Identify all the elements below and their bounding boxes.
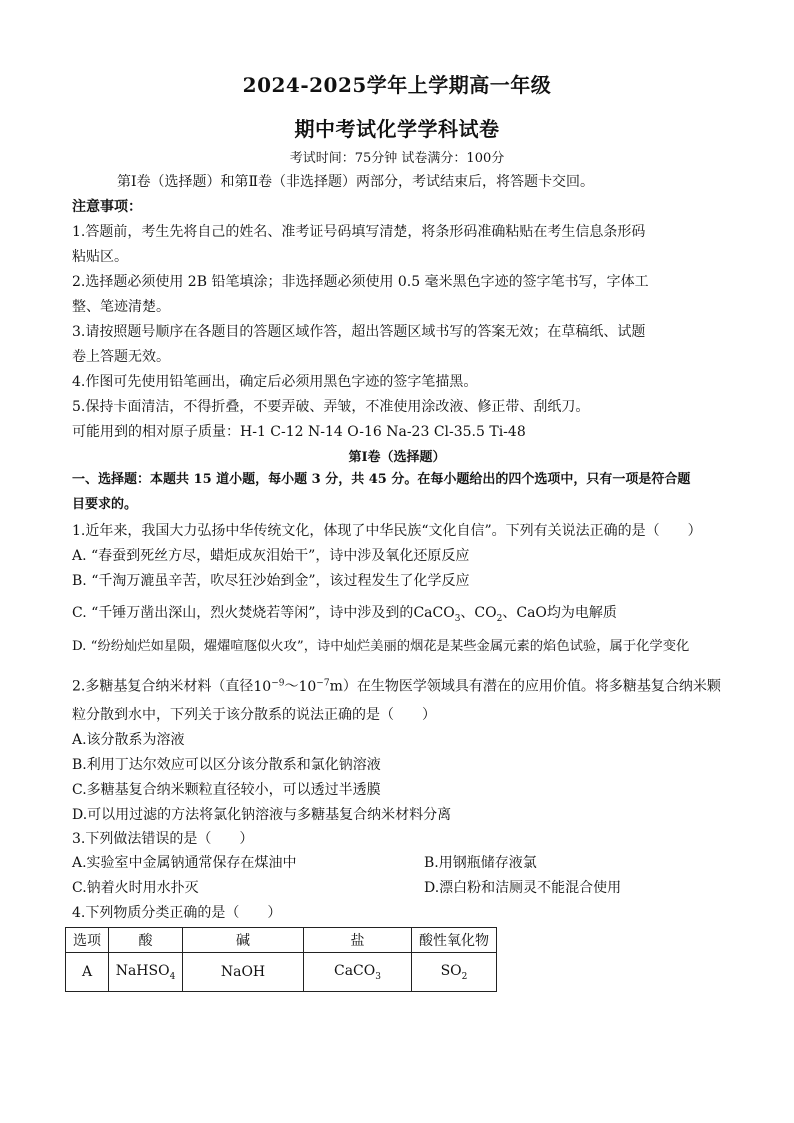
exponent-10-9: $10^{-9}$ xyxy=(253,678,285,695)
atomic-masses: 可能用到的相对原子质量：H-1 C-12 N-14 O-16 Na-23 Cl-35.5 Ti-48 xyxy=(72,424,526,440)
header-acid: 酸 xyxy=(109,928,183,953)
formula-caco3: CaCO$_3$ xyxy=(413,605,461,624)
exponent-10-7: $10^{-7}$ xyxy=(298,678,330,695)
exam-title-line2: 期中考试化学学科试卷 xyxy=(294,117,500,141)
q1-option-c: C. “千锤万凿出深山，烈火焚烧若等闲”，诗中涉及到的CaCO$_3$、$CO_2$、CaO均为电解质 xyxy=(72,605,617,624)
exam-intro: 第Ⅰ卷（选择题）和第Ⅱ卷（非选择题）两部分，考试结束后，将答题卡交回。 xyxy=(117,174,595,190)
q3-option-c: C.钠着火时用水扑灭 xyxy=(72,880,199,896)
q2-stem-cont: 粒分散到水中，下列关于该分散系的说法正确的是（ ） xyxy=(72,707,436,723)
section1-instructions-cont: 目要求的。 xyxy=(72,497,138,512)
q1-option-b: B. “千淘万漉虽辛苦，吹尽狂沙始到金”，该过程发生了化学反应 xyxy=(72,573,470,589)
section1-instructions: 一、选择题：本题共 15 道小题，每小题 3 分，共 45 分。在每小题给出的四个选项中，只有一项是符合题 xyxy=(72,472,691,487)
q1-stem: 1.近年来，我国大力弘扬中华传统文化，体现了中华民族“文化自信”。下列有关说法正确的是（ ） xyxy=(72,523,702,539)
note-2-cont: 整、笔迹清楚。 xyxy=(72,299,170,315)
table-row xyxy=(66,953,497,992)
notes-heading: 注意事项： xyxy=(72,199,142,215)
header-acidic-oxide: 酸性氧化物 xyxy=(412,928,497,953)
table-header-row xyxy=(66,928,497,953)
q3-option-a: A.实验室中金属钠通常保存在煤油中 xyxy=(72,855,297,871)
note-2: 2.选择题必须使用 2B 铅笔填涂；非选择题必须使用 0.5 毫米黑色字迹的签字笔书写，字体工 xyxy=(72,274,649,290)
q3-options-row2 xyxy=(72,878,734,898)
q3-options-row1 xyxy=(72,853,734,873)
q3-stem: 3.下列做法错误的是（ ） xyxy=(72,831,254,847)
q1-option-a: A. “春蚕到死丝方尽，蜡炬成灰泪始干”，诗中涉及氧化还原反应 xyxy=(72,548,470,564)
q3-option-d: D.漂白粉和洁厕灵不能混合使用 xyxy=(424,880,622,896)
q2-option-c: C.多糖基复合纳米颗粒直径较小，可以透过半透膜 xyxy=(72,782,381,798)
cell-base: NaOH xyxy=(183,953,304,992)
note-3: 3.请按照题号顺序在各题目的答题区域作答，超出答题区域书写的答案无效；在草稿纸、试题 xyxy=(72,324,646,340)
cell-salt: CaCO$_3$ xyxy=(304,953,412,992)
q2-stem: 2.多糖基复合纳米材料（直径$10^{-9}\sim 10^{-7}m$）在生物医学领域具有潜在的应用价值。将多糖基复合纳米颗 xyxy=(72,678,721,695)
cell-acid: NaHSO$_4$ xyxy=(109,953,183,992)
q1-option-d: D. “纷纷灿烂如星陨，燿燿喧豗似火攻”，诗中灿烂美丽的烟花是某些金属元素的焰色试验，属于化学变化 xyxy=(72,639,690,654)
note-1-cont: 粘贴区。 xyxy=(72,249,128,265)
note-5: 5.保持卡面清洁，不得折叠，不要弄破、弄皱，不准使用涂改液、修正带、刮纸刀。 xyxy=(72,399,590,415)
exam-title-line1: 2024-2025学年上学期高一年级 xyxy=(242,73,552,97)
q2-option-d: D.可以用过滤的方法将氯化钠溶液与多糖基复合纳米材料分离 xyxy=(72,807,452,823)
formula-co2: $CO_2$ xyxy=(474,605,503,624)
header-salt: 盐 xyxy=(304,928,412,953)
q3-option-b: B.用钢瓶储存液氯 xyxy=(424,855,537,871)
q2-option-b: B.利用丁达尔效应可以区分该分散系和氯化钠溶液 xyxy=(72,757,381,773)
classification-table xyxy=(65,927,497,992)
cell-option: A xyxy=(66,953,109,992)
formula-cao: CaO xyxy=(516,605,547,621)
note-4: 4.作图可先使用铅笔画出，确定后必须用黑色字迹的签字笔描黑。 xyxy=(72,374,478,390)
exam-info: 考试时间：75分钟 试卷满分：100分 xyxy=(289,151,505,166)
cell-acidic-oxide: $SO_2$ xyxy=(412,953,497,992)
note-1: 1.答题前，考生先将自己的姓名、准考证号码填写清楚，将条形码准确粘贴在考生信息条形码 xyxy=(72,224,646,240)
header-base: 碱 xyxy=(183,928,304,953)
section1-title: 第Ⅰ卷（选择题） xyxy=(348,450,446,465)
q4-stem: 4.下列物质分类正确的是（ ） xyxy=(72,905,282,921)
header-option: 选项 xyxy=(66,928,109,953)
note-3-cont: 卷上答题无效。 xyxy=(72,349,170,365)
q2-option-a: A.该分散系为溶液 xyxy=(72,732,185,748)
